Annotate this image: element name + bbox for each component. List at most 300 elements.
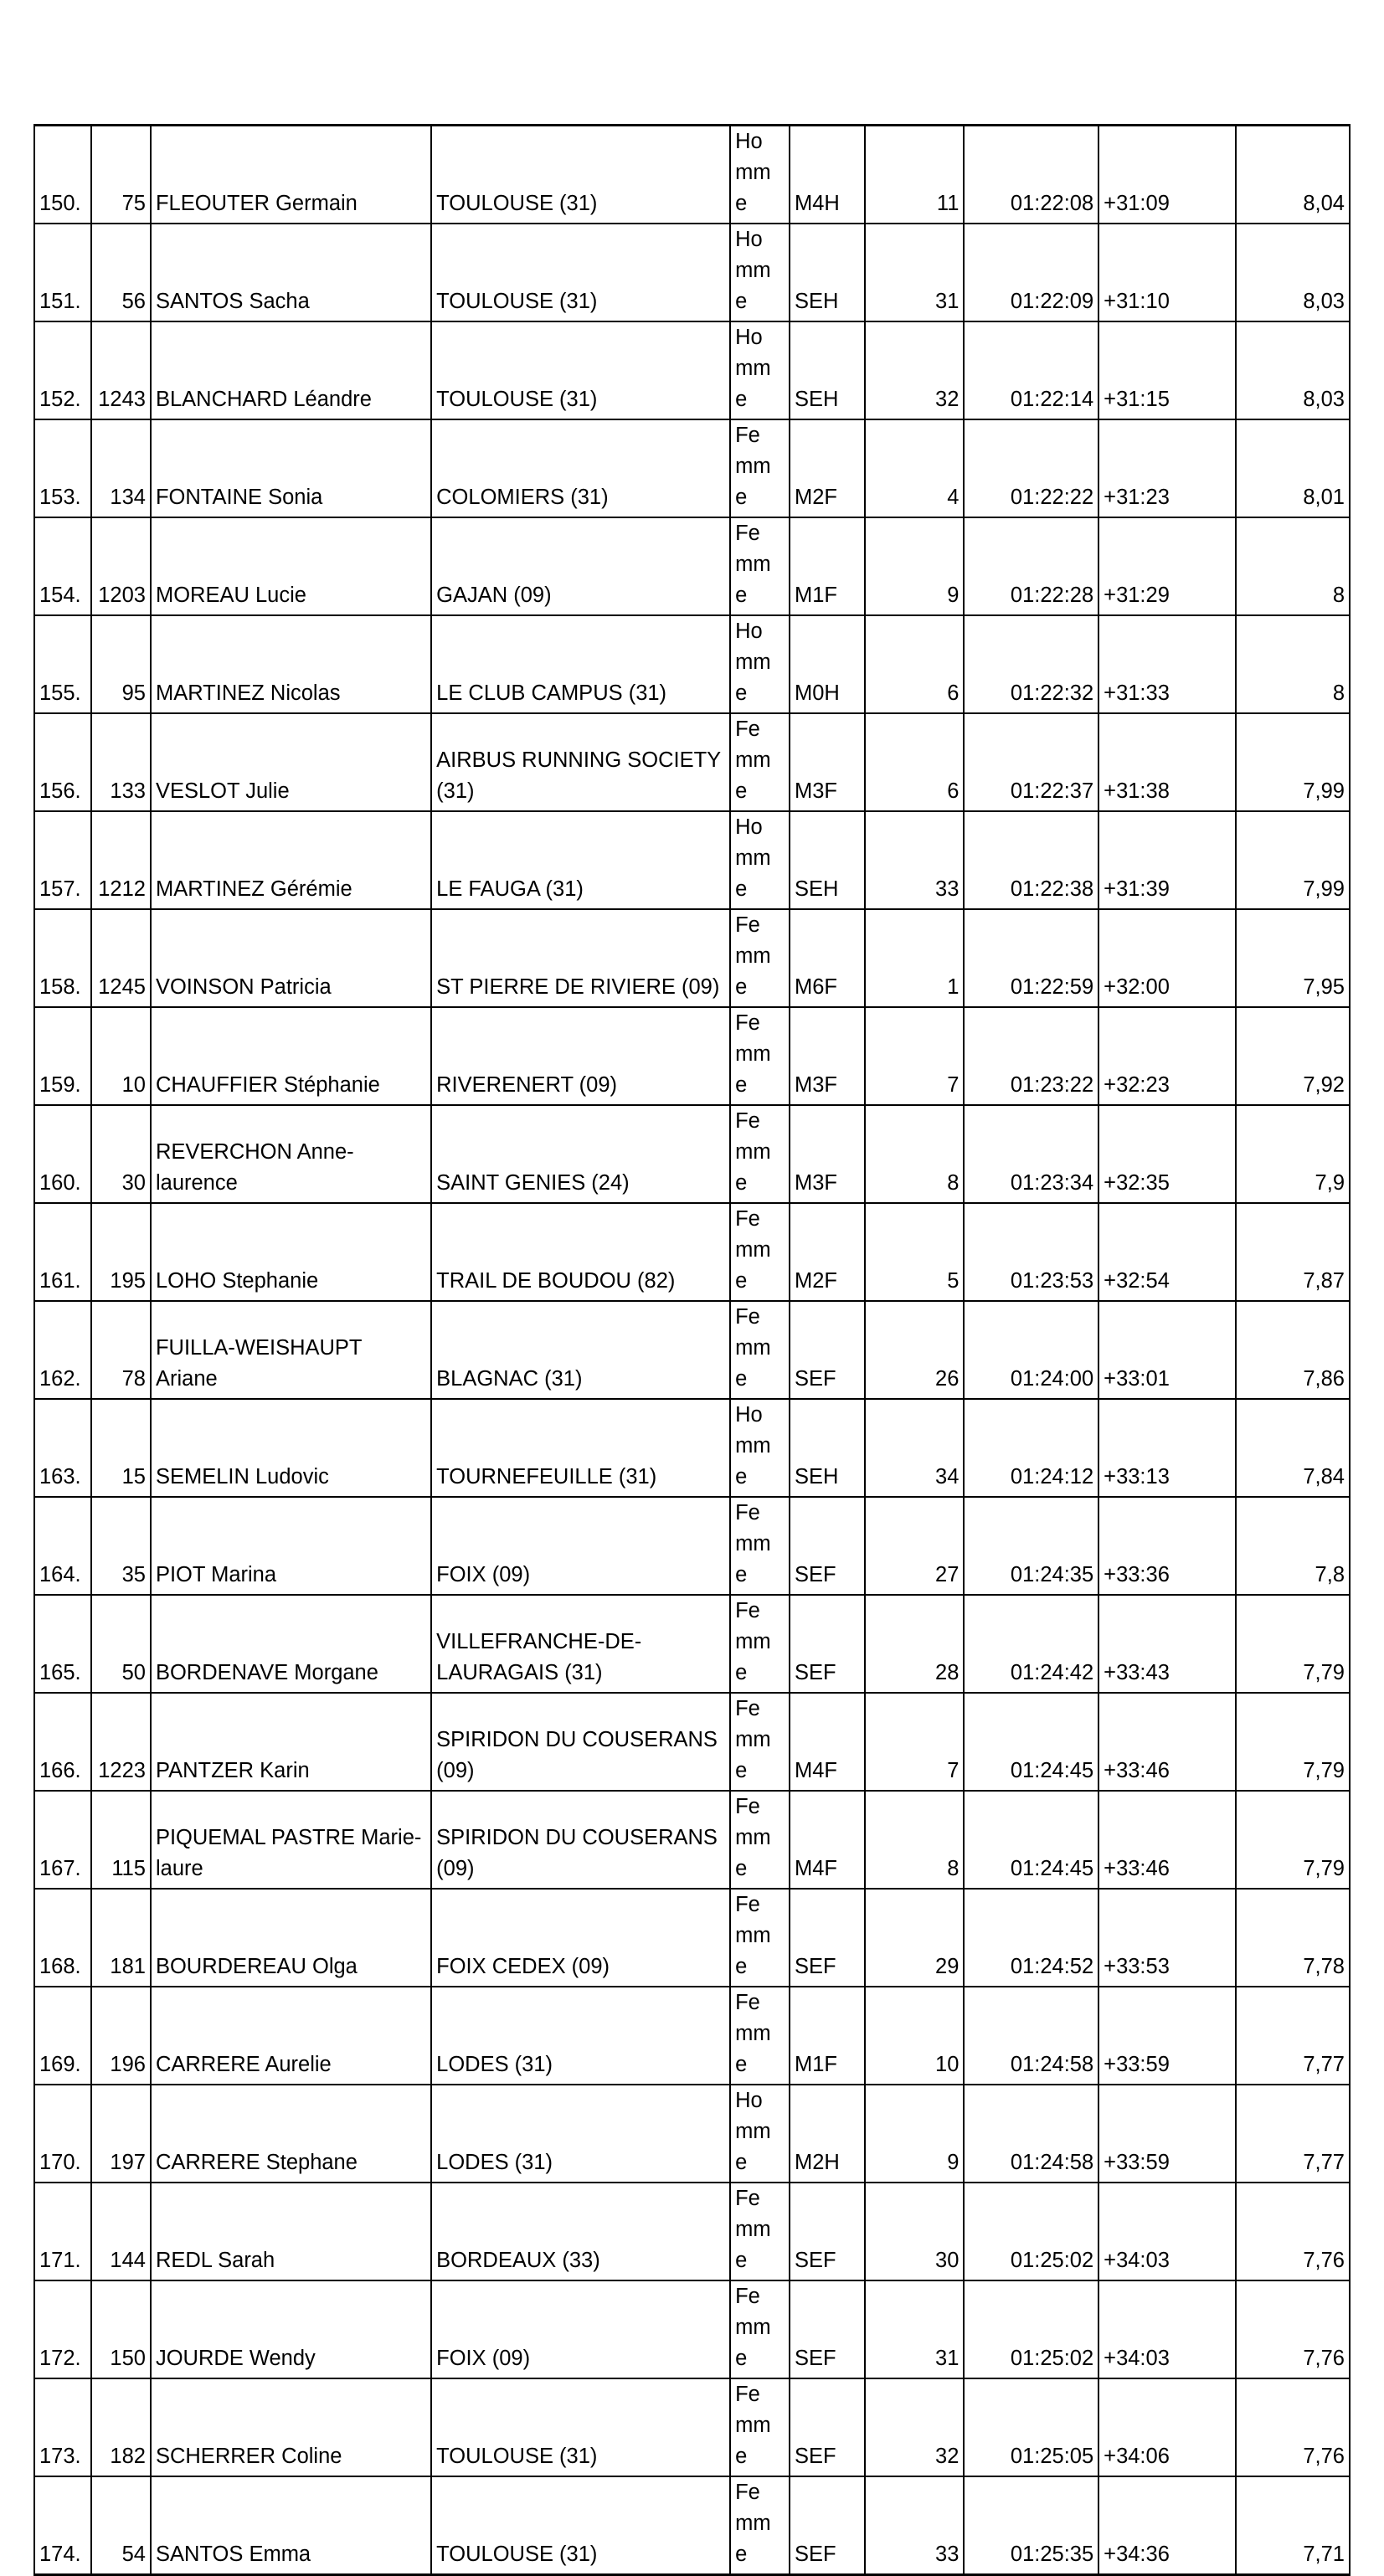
cell-club: TOURNEFEUILLE (31) [431,1399,730,1497]
cell-time: 01:22:38 [964,811,1098,909]
cell-bib: 1245 [91,909,151,1007]
cell-time: 01:22:28 [964,517,1098,615]
cell-category-rank: 7 [865,1007,965,1105]
table-row [34,1105,1350,1203]
cell-club: SAINT GENIES (24) [431,1105,730,1203]
cell-category: SEF [790,2280,865,2378]
cell-bib: 15 [91,1399,151,1497]
cell-club: TOULOUSE (31) [431,2378,730,2476]
cell-name: CARRERE Stephane [151,2085,431,2183]
sex-text: Femme [735,2187,771,2272]
cell-time: 01:22:14 [964,321,1098,419]
cell-time: 01:23:53 [964,1203,1098,1301]
cell-club: LE FAUGA (31) [431,811,730,909]
cell-gap: +31:33 [1098,615,1236,713]
cell-gap: +33:36 [1098,1497,1236,1595]
cell-category-rank: 28 [865,1595,965,1693]
cell-sex [730,1987,790,2085]
cell-category-rank: 32 [865,321,965,419]
cell-gap: +31:39 [1098,811,1236,909]
cell-gap: +34:03 [1098,2280,1236,2378]
cell-sex [730,1203,790,1301]
cell-category: M0H [790,615,865,713]
cell-name: SANTOS Emma [151,2476,431,2575]
sex-text: Femme [735,1599,771,1684]
cell-category-rank: 33 [865,811,965,909]
cell-bib: 195 [91,1203,151,1301]
cell-bib: 150 [91,2280,151,2378]
cell-sex [730,224,790,321]
cell-gap: +32:00 [1098,909,1236,1007]
cell-category-rank: 6 [865,713,965,811]
cell-name: MOREAU Lucie [151,517,431,615]
table-row [34,2085,1350,2183]
cell-sex [730,2183,790,2280]
table-row [34,1987,1350,2085]
cell-rank: 171. [34,2183,91,2280]
cell-sex [730,1889,790,1987]
cell-time: 01:23:22 [964,1007,1098,1105]
cell-gap: +31:23 [1098,419,1236,517]
cell-time: 01:25:35 [964,2476,1098,2575]
cell-club: ST PIERRE DE RIVIERE (09) [431,909,730,1007]
cell-rank: 168. [34,1889,91,1987]
cell-rank: 162. [34,1301,91,1399]
cell-category-rank: 27 [865,1497,965,1595]
cell-gap: +32:23 [1098,1007,1236,1105]
cell-category: M4H [790,126,865,224]
cell-sex [730,419,790,517]
cell-rank: 166. [34,1693,91,1791]
cell-category: M2F [790,419,865,517]
table-row [34,713,1350,811]
cell-name: FLEOUTER Germain [151,126,431,224]
cell-time: 01:22:09 [964,224,1098,321]
cell-time: 01:24:00 [964,1301,1098,1399]
cell-name: FONTAINE Sonia [151,419,431,517]
sex-text: Femme [735,1305,771,1391]
sex-text: Femme [735,2285,771,2370]
cell-club: BLAGNAC (31) [431,1301,730,1399]
cell-category: SEH [790,1399,865,1497]
cell-speed: 7,99 [1236,811,1350,909]
cell-category: M3F [790,1007,865,1105]
cell-rank: 157. [34,811,91,909]
table-row [34,419,1350,517]
cell-name: PANTZER Karin [151,1693,431,1791]
cell-speed: 7,87 [1236,1203,1350,1301]
cell-gap: +34:03 [1098,2183,1236,2280]
cell-gap: +32:54 [1098,1203,1236,1301]
cell-bib: 78 [91,1301,151,1399]
cell-bib: 144 [91,2183,151,2280]
cell-bib: 134 [91,419,151,517]
cell-speed: 7,76 [1236,2378,1350,2476]
cell-category: M3F [790,1105,865,1203]
cell-category-rank: 11 [865,126,965,224]
cell-gap: +33:53 [1098,1889,1236,1987]
cell-category-rank: 4 [865,419,965,517]
cell-name: LOHO Stephanie [151,1203,431,1301]
cell-time: 01:24:12 [964,1399,1098,1497]
sex-text: Femme [735,1795,771,1880]
cell-speed: 7,9 [1236,1105,1350,1203]
cell-club: LODES (31) [431,2085,730,2183]
cell-name: PIOT Marina [151,1497,431,1595]
cell-sex [730,615,790,713]
cell-time: 01:22:08 [964,126,1098,224]
cell-bib: 56 [91,224,151,321]
cell-category-rank: 5 [865,1203,965,1301]
cell-gap: +33:13 [1098,1399,1236,1497]
cell-category: SEF [790,2476,865,2575]
cell-rank: 174. [34,2476,91,2575]
cell-rank: 169. [34,1987,91,2085]
cell-category: M3F [790,713,865,811]
cell-speed: 7,84 [1236,1399,1350,1497]
cell-bib: 1243 [91,321,151,419]
table-row [34,811,1350,909]
cell-club: COLOMIERS (31) [431,419,730,517]
table-row [34,2280,1350,2378]
cell-category-rank: 32 [865,2378,965,2476]
cell-bib: 181 [91,1889,151,1987]
cell-sex [730,1693,790,1791]
cell-category: M1F [790,517,865,615]
cell-sex [730,1301,790,1399]
cell-category-rank: 8 [865,1105,965,1203]
cell-speed: 7,79 [1236,1791,1350,1889]
cell-gap: +31:15 [1098,321,1236,419]
cell-club: TOULOUSE (31) [431,321,730,419]
cell-sex [730,2085,790,2183]
sex-text: Femme [735,1991,771,2076]
cell-gap: +31:38 [1098,713,1236,811]
cell-club: VILLEFRANCHE-DE-LAURAGAIS (31) [431,1595,730,1693]
cell-time: 01:24:42 [964,1595,1098,1693]
sex-text: Femme [735,913,771,999]
cell-sex [730,1007,790,1105]
cell-speed: 7,76 [1236,2183,1350,2280]
table-row [34,517,1350,615]
cell-bib: 75 [91,126,151,224]
table-row [34,224,1350,321]
cell-name: REDL Sarah [151,2183,431,2280]
cell-speed: 8 [1236,615,1350,713]
cell-category-rank: 30 [865,2183,965,2280]
cell-gap: +33:46 [1098,1791,1236,1889]
cell-sex [730,126,790,224]
sex-text: Homme [735,326,771,411]
cell-name: BOURDEREAU Olga [151,1889,431,1987]
sex-text: Homme [735,228,771,313]
cell-sex [730,1595,790,1693]
sex-text: Femme [735,522,771,607]
cell-rank: 163. [34,1399,91,1497]
cell-time: 01:23:34 [964,1105,1098,1203]
cell-name: SANTOS Sacha [151,224,431,321]
sex-text: Femme [735,1893,771,1978]
table-row [34,1399,1350,1497]
cell-gap: +34:36 [1098,2476,1236,2575]
cell-gap: +33:46 [1098,1693,1236,1791]
cell-category: M1F [790,1987,865,2085]
cell-category-rank: 26 [865,1301,965,1399]
cell-category: SEH [790,811,865,909]
cell-speed: 8,03 [1236,224,1350,321]
cell-time: 01:25:02 [964,2280,1098,2378]
cell-speed: 7,86 [1236,1301,1350,1399]
cell-name: SCHERRER Coline [151,2378,431,2476]
sex-text: Femme [735,1109,771,1195]
cell-speed: 7,92 [1236,1007,1350,1105]
cell-club: FOIX CEDEX (09) [431,1889,730,1987]
cell-speed: 7,95 [1236,909,1350,1007]
cell-speed: 8,04 [1236,126,1350,224]
cell-rank: 160. [34,1105,91,1203]
cell-bib: 35 [91,1497,151,1595]
cell-name: JOURDE Wendy [151,2280,431,2378]
table-row [34,2476,1350,2575]
table-row [34,321,1350,419]
cell-category-rank: 31 [865,2280,965,2378]
cell-rank: 150. [34,126,91,224]
table-row [34,1497,1350,1595]
cell-speed: 7,99 [1236,713,1350,811]
cell-category: M2H [790,2085,865,2183]
table-row [34,615,1350,713]
cell-category-rank: 31 [865,224,965,321]
cell-name: REVERCHON Anne-laurence [151,1105,431,1203]
cell-speed: 7,71 [1236,2476,1350,2575]
cell-category-rank: 9 [865,2085,965,2183]
cell-bib: 133 [91,713,151,811]
cell-time: 01:25:05 [964,2378,1098,2476]
cell-speed: 7,77 [1236,2085,1350,2183]
cell-speed: 7,8 [1236,1497,1350,1595]
cell-sex [730,2378,790,2476]
cell-bib: 1223 [91,1693,151,1791]
cell-rank: 158. [34,909,91,1007]
cell-gap: +33:01 [1098,1301,1236,1399]
cell-club: FOIX (09) [431,1497,730,1595]
cell-club: TOULOUSE (31) [431,2476,730,2575]
cell-time: 01:22:32 [964,615,1098,713]
cell-category-rank: 33 [865,2476,965,2575]
cell-rank: 161. [34,1203,91,1301]
cell-time: 01:22:22 [964,419,1098,517]
cell-club: TRAIL DE BOUDOU (82) [431,1203,730,1301]
cell-time: 01:24:45 [964,1693,1098,1791]
cell-club: SPIRIDON DU COUSERANS (09) [431,1791,730,1889]
cell-gap: +33:43 [1098,1595,1236,1693]
cell-gap: +31:29 [1098,517,1236,615]
cell-category: M4F [790,1791,865,1889]
cell-category: SEF [790,1889,865,1987]
cell-category: SEF [790,1301,865,1399]
cell-sex [730,909,790,1007]
sex-text: Homme [735,130,771,215]
table-row [34,2183,1350,2280]
cell-name: CHAUFFIER Stéphanie [151,1007,431,1105]
cell-bib: 50 [91,1595,151,1693]
cell-club: GAJAN (09) [431,517,730,615]
cell-name: CARRERE Aurelie [151,1987,431,2085]
cell-rank: 152. [34,321,91,419]
cell-gap: +32:35 [1098,1105,1236,1203]
cell-category: SEF [790,1595,865,1693]
cell-category-rank: 34 [865,1399,965,1497]
cell-rank: 156. [34,713,91,811]
table-row [34,1889,1350,1987]
cell-category: SEH [790,224,865,321]
cell-sex [730,2280,790,2378]
cell-gap: +31:09 [1098,126,1236,224]
cell-club: TOULOUSE (31) [431,224,730,321]
cell-rank: 154. [34,517,91,615]
cell-bib: 115 [91,1791,151,1889]
cell-bib: 1203 [91,517,151,615]
cell-time: 01:24:45 [964,1791,1098,1889]
cell-name: PIQUEMAL PASTRE Marie-laure [151,1791,431,1889]
cell-category: SEF [790,2378,865,2476]
cell-name: BORDENAVE Morgane [151,1595,431,1693]
cell-name: MARTINEZ Nicolas [151,615,431,713]
cell-category-rank: 8 [865,1791,965,1889]
cell-time: 01:24:58 [964,2085,1098,2183]
cell-speed: 8 [1236,517,1350,615]
table-row [34,126,1350,224]
sex-text: Femme [735,1011,771,1097]
sex-text: Femme [735,2383,771,2468]
cell-time: 01:24:58 [964,1987,1098,2085]
cell-speed: 7,78 [1236,1889,1350,1987]
cell-category: M2F [790,1203,865,1301]
cell-sex [730,713,790,811]
cell-bib: 10 [91,1007,151,1105]
cell-club: TOULOUSE (31) [431,126,730,224]
cell-club: LE CLUB CAMPUS (31) [431,615,730,713]
cell-bib: 1212 [91,811,151,909]
cell-bib: 30 [91,1105,151,1203]
cell-category: M6F [790,909,865,1007]
table-row [34,1007,1350,1105]
cell-category-rank: 29 [865,1889,965,1987]
sex-text: Homme [735,815,771,901]
cell-club: RIVERENERT (09) [431,1007,730,1105]
cell-bib: 95 [91,615,151,713]
cell-time: 01:24:52 [964,1889,1098,1987]
cell-name: VESLOT Julie [151,713,431,811]
sex-text: Femme [735,1207,771,1293]
cell-speed: 7,76 [1236,2280,1350,2378]
cell-sex [730,517,790,615]
table-row [34,1693,1350,1791]
cell-sex [730,321,790,419]
sex-text: Femme [735,424,771,509]
cell-name: FUILLA-WEISHAUPT Ariane [151,1301,431,1399]
cell-speed: 8,03 [1236,321,1350,419]
cell-rank: 153. [34,419,91,517]
cell-sex [730,1399,790,1497]
cell-rank: 155. [34,615,91,713]
cell-category: SEF [790,1497,865,1595]
cell-name: BLANCHARD Léandre [151,321,431,419]
cell-sex [730,1497,790,1595]
cell-club: SPIRIDON DU COUSERANS (09) [431,1693,730,1791]
cell-bib: 197 [91,2085,151,2183]
cell-category-rank: 10 [865,1987,965,2085]
cell-category-rank: 7 [865,1693,965,1791]
cell-category: M4F [790,1693,865,1791]
cell-club: LODES (31) [431,1987,730,2085]
cell-speed: 8,01 [1236,419,1350,517]
sex-text: Homme [735,620,771,705]
cell-name: VOINSON Patricia [151,909,431,1007]
cell-gap: +31:10 [1098,224,1236,321]
cell-rank: 165. [34,1595,91,1693]
cell-gap: +33:59 [1098,2085,1236,2183]
cell-club: FOIX (09) [431,2280,730,2378]
table-row [34,1301,1350,1399]
cell-speed: 7,77 [1236,1987,1350,2085]
cell-bib: 182 [91,2378,151,2476]
cell-time: 01:24:35 [964,1497,1098,1595]
cell-club: BORDEAUX (33) [431,2183,730,2280]
cell-bib: 196 [91,1987,151,2085]
sex-text: Femme [735,717,771,803]
table-row [34,2378,1350,2476]
sex-text: Femme [735,2481,771,2566]
cell-category-rank: 1 [865,909,965,1007]
cell-rank: 167. [34,1791,91,1889]
cell-time: 01:22:37 [964,713,1098,811]
table-row [34,909,1350,1007]
cell-speed: 7,79 [1236,1595,1350,1693]
cell-sex [730,1105,790,1203]
cell-bib: 54 [91,2476,151,2575]
sex-text: Femme [735,1501,771,1586]
cell-rank: 173. [34,2378,91,2476]
results-body [34,126,1350,2575]
sex-text: Homme [735,2089,771,2174]
table-row [34,1791,1350,1889]
cell-name: MARTINEZ Gérémie [151,811,431,909]
sex-text: Homme [735,1403,771,1489]
cell-club: AIRBUS RUNNING SOCIETY (31) [431,713,730,811]
cell-category: SEH [790,321,865,419]
table-row [34,1595,1350,1693]
table-row [34,1203,1350,1301]
cell-sex [730,811,790,909]
cell-rank: 170. [34,2085,91,2183]
cell-time: 01:25:02 [964,2183,1098,2280]
cell-rank: 151. [34,224,91,321]
cell-sex [730,2476,790,2575]
cell-name: SEMELIN Ludovic [151,1399,431,1497]
cell-gap: +33:59 [1098,1987,1236,2085]
cell-rank: 159. [34,1007,91,1105]
cell-rank: 164. [34,1497,91,1595]
race-results-table [33,124,1351,2576]
cell-category-rank: 9 [865,517,965,615]
cell-category-rank: 6 [865,615,965,713]
cell-time: 01:22:59 [964,909,1098,1007]
cell-sex [730,1791,790,1889]
cell-gap: +34:06 [1098,2378,1236,2476]
cell-speed: 7,79 [1236,1693,1350,1791]
sex-text: Femme [735,1697,771,1782]
